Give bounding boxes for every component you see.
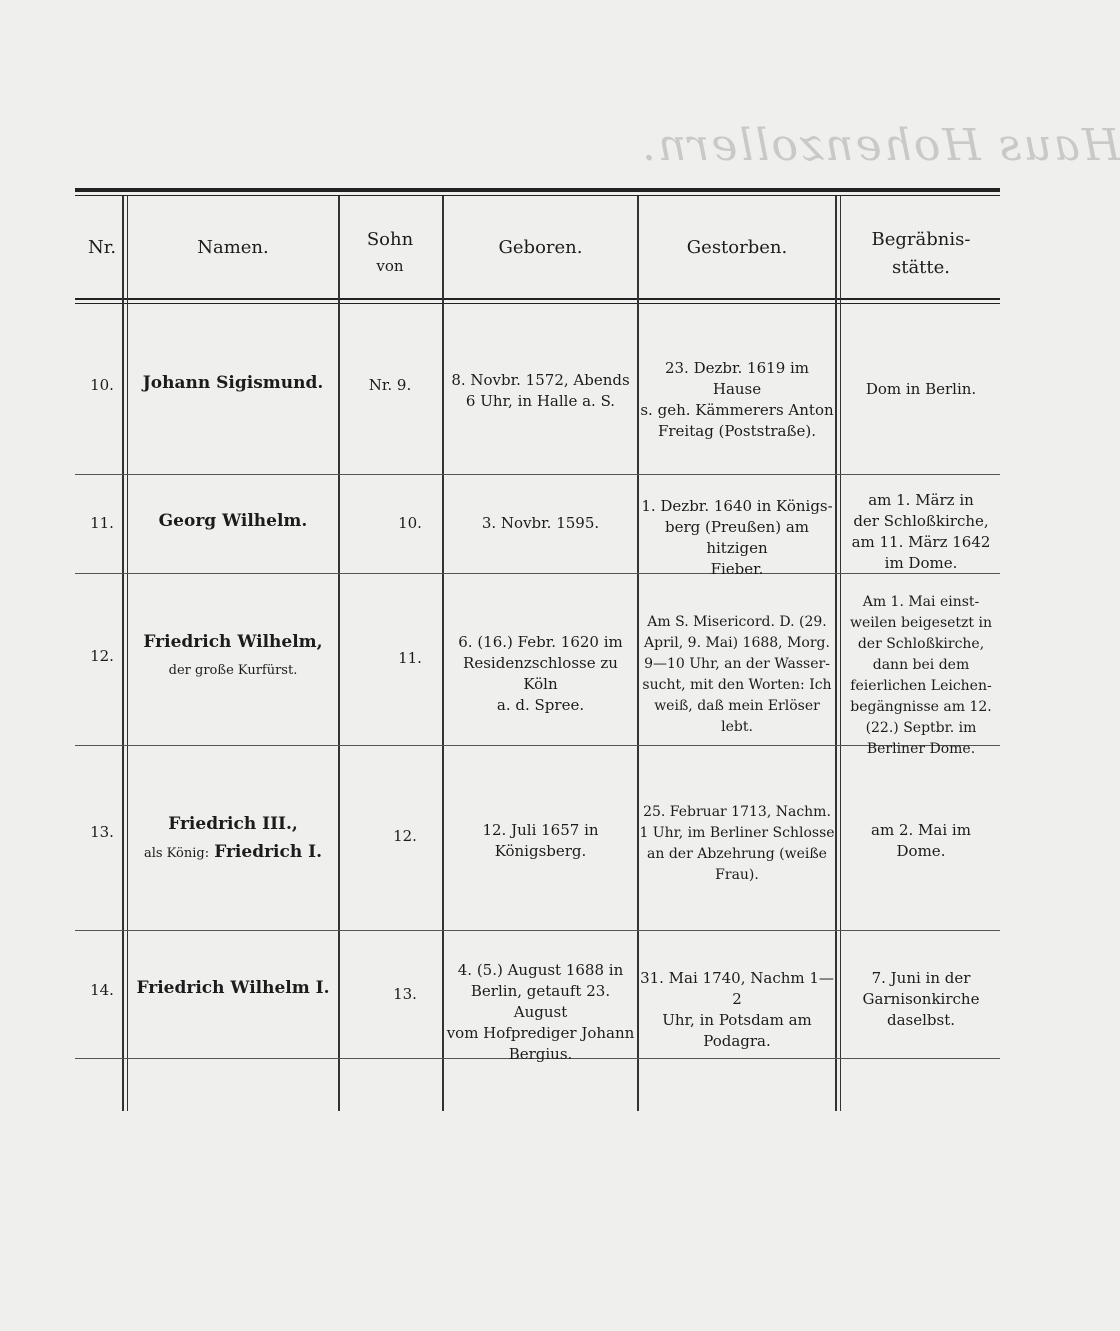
table-row-begraebnis: Am 1. Mai einst- weilen beigesetzt in der Schloßkirche, dann bei dem feierlichen Leichen- begängnisse am 12. (22.) Septbr. im Berliner Dome. (850, 594, 992, 757)
table-row-begraebnis: 7. Juni in der Garnisonkirche daselbst. (862, 969, 980, 1029)
table-row-name: Friedrich Wilhelm I. (136, 978, 330, 998)
table-row-nr: 13. (90, 823, 114, 841)
header-nr: Nr. (87, 237, 117, 258)
top-rule-thin (75, 195, 1000, 196)
header-namen: Namen. (197, 237, 269, 258)
table-row-gestorben: Am S. Misericord. D. (29. April, 9. Mai) 1688, Morg. 9—10 Uhr, an der Wasser- sucht, mit den Worten: Ich weiß, daß mein Erlöser lebt. (642, 614, 832, 735)
bleed-through-title: Haus Hohenzollern. (640, 120, 1120, 171)
table-row-geboren: 8. Novbr. 1572, Abends 6 Uhr, in Halle a. S. (451, 371, 630, 410)
table-row-name: Friedrich III., (168, 814, 298, 834)
table-row-geboren: 6. (16.) Febr. 1620 im Residenzschlosse zu Köln a. d. Spree. (458, 633, 623, 714)
table-row-sohn: 10. (398, 514, 422, 532)
column-divider (835, 196, 837, 1111)
table-row-nr: 11. (90, 514, 114, 532)
header-von: von (376, 257, 404, 275)
table-row-nr: 14. (90, 981, 114, 999)
table-row-gestorben: 23. Dezbr. 1619 im Hause s. geh. Kämmerers Anton Freitag (Poststraße). (640, 359, 834, 440)
table-row-sohn: Nr. 9. (368, 376, 412, 394)
table-row-nr: 10. (90, 376, 114, 394)
table-row-name: Georg Wilhelm. (158, 511, 308, 531)
row-separator (75, 930, 1000, 931)
header-rule-bottom (75, 298, 1000, 300)
header-geboren: Geboren. (498, 237, 583, 258)
table-row-begraebnis: Dom in Berlin. (865, 380, 977, 398)
table-row-subtitle: der große Kurfürst. (168, 663, 298, 678)
table-row-sohn: 11. (398, 649, 422, 667)
table-row-gestorben: 25. Februar 1713, Nachm. 1 Uhr, im Berliner Schlosse an der Abzehrung (weiße Frau). (639, 804, 835, 883)
table-row-name: Friedrich Wilhelm, (143, 632, 323, 652)
table-row-geboren: 12. Juli 1657 in Königsberg. (482, 821, 599, 860)
subtitle-prefix: als König: (143, 846, 210, 861)
table-row-geboren: 4. (5.) August 1688 in Berlin, getauft 23. August vom Hofprediger Johann Bergius. (446, 961, 635, 1063)
table-row-begraebnis: am 1. März in der Schloßkirche, am 11. März 1642 im Dome. (851, 491, 991, 572)
table-row-begraebnis: am 2. Mai im Dome. (871, 821, 971, 860)
top-rule-thick (75, 188, 1000, 192)
table-row-sohn: 12. (393, 827, 417, 845)
header-begraebnis: Begräbnis- (871, 229, 971, 250)
column-divider (127, 196, 128, 1111)
subtitle-name: Friedrich I. (214, 842, 323, 862)
column-divider (840, 196, 841, 1111)
table-row-sohn: 13. (393, 985, 417, 1003)
table-row-subtitle (128, 842, 338, 862)
table-row-name: Johann Sigismund. (142, 373, 324, 393)
header-rule-bottom-thin (75, 303, 1000, 304)
header-sohn: Sohn (366, 229, 414, 250)
table-row-nr: 12. (90, 647, 114, 665)
table-row-gestorben: 31. Mai 1740, Nachm 1—2 Uhr, in Potsdam am Podagra. (640, 969, 834, 1050)
table-row-geboren: 3. Novbr. 1595. (481, 514, 600, 532)
table-row-gestorben: 1. Dezbr. 1640 in Königs- berg (Preußen) am hitzigen Fieber. (641, 497, 833, 578)
header-staette: stätte. (891, 257, 951, 278)
row-separator (75, 474, 1000, 475)
header-gestorben: Gestorben. (686, 237, 788, 258)
